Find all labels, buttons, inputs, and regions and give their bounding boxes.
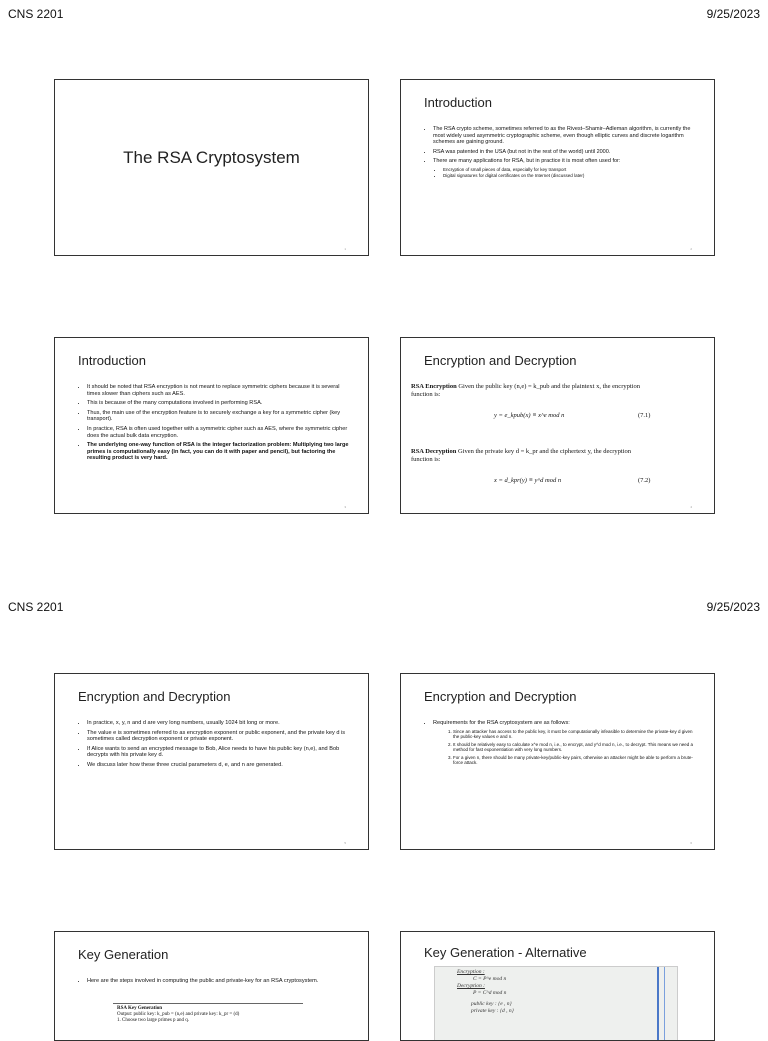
bullet: • In practice, x, y, n and d are very long numbers, usually 1024 bit long or more. [87, 720, 350, 727]
slide-number: 3 [344, 505, 346, 509]
encryption-text: Given the public key (n,e) = k_pub and the plaintext x, the encryption function is: [411, 383, 640, 398]
bullet: • If Alice wants to send an encrypted message to Bob, Alice needs to have his public key (n,e), and Bob decrypts with his private key d. [87, 746, 350, 759]
bullet [433, 158, 696, 179]
notebook-margin-line [657, 967, 659, 1041]
bullet: • The RSA crypto scheme, sometimes referred to as the Rivest–Shamir–Adleman algorithm, is currently the most widely used asymmetric cryptographic scheme, even though elliptic curves and discrete logarithm schemes are gaining ground. [433, 126, 696, 146]
sub-bullet: • Encryption of small pieces of data, especially for key transport [443, 167, 696, 173]
numbered-item: 2. It should be relatively easy to calculate x^e mod n, i.e., to encrypt, and y^d mod n, i.e., to decrypt. This means we need a method for fast exponentiation with very long numbers. [453, 742, 696, 753]
slide-1 [54, 79, 369, 256]
encryption-definition [411, 383, 654, 399]
slide-number: 5 [344, 841, 346, 845]
note-line: public key : {e , n} [471, 1001, 512, 1007]
slide-number: 2 [690, 247, 692, 251]
bullet: • It should be noted that RSA encryption is not meant to replace symmetric ciphers because it is several times slower than ciphers such as AES. [87, 384, 350, 397]
slide-body [78, 720, 350, 772]
encryption-heading: RSA Encryption [411, 383, 457, 390]
slide-title: Introduction [424, 95, 492, 110]
bullet: • The underlying one-way function of RSA is the integer factorization problem: Multiplying two large primes is computationally easy (in fact, you can do it with paper and pencil), but factoring the resulting product is very hard. [87, 442, 350, 462]
slide-7 [54, 931, 369, 1041]
equation-number: (7.2) [638, 477, 651, 484]
numbered-item: 3. For a given n, there should be many private-key/public-key pairs, otherwise an attacker might be able to perform a brute-force attack. [453, 755, 696, 766]
equation-number: (7.1) [638, 412, 651, 419]
bullet: • Here are the steps involved in computing the public and private-key for an RSA cryptosystem. [87, 978, 350, 985]
bullet: • We discuss later how these three crucial parameters d, e, and n are generated. [87, 762, 350, 769]
slide-body [78, 384, 350, 465]
bullet: • Thus, the main use of the encryption feature is to securely exchange a key for a symmetric cipher (key transport). [87, 410, 350, 423]
slide-number: 1 [344, 247, 346, 251]
numbered-item: 1. Since an attacker has access to the public key, it must be computationally infeasible to determine the private-key d given the public-key values e and n. [453, 729, 696, 740]
slide-body [78, 978, 350, 988]
note-line: P = C^d mod n [473, 990, 507, 996]
handwritten-note-image [434, 966, 678, 1041]
slide-3 [54, 337, 369, 514]
slide-title: Encryption and Decryption [424, 689, 577, 704]
slide-8 [400, 931, 715, 1041]
notebook-margin-line [664, 967, 665, 1041]
encryption-equation: y = e_kpub(x) ≡ x^e mod n [494, 412, 565, 419]
decryption-text: Given the private key d = k_pr and the ciphertext y, the decryption function is: [411, 448, 632, 463]
bullet: • This is because of the many computations involved in performing RSA. [87, 400, 350, 407]
slide-2 [400, 79, 715, 256]
decryption-definition [411, 448, 654, 464]
slide-body [424, 126, 696, 182]
course-label: CNS 2201 [8, 7, 64, 21]
slide-body [424, 720, 696, 769]
decryption-equation: x = d_kpr(y) ≡ y^d mod n [494, 477, 562, 484]
slide-6 [400, 673, 715, 850]
slide-title: Key Generation [78, 947, 169, 962]
note-line: C = P^e mod n [473, 976, 507, 982]
slide-number: 6 [690, 841, 692, 845]
note-line: Encryption : [457, 969, 485, 975]
slide-number: 4 [690, 505, 692, 509]
note-line: private key : {d , n} [471, 1008, 514, 1014]
decryption-heading: RSA Decryption [411, 448, 457, 455]
key-generation-box [113, 1003, 303, 1041]
slide-title: Encryption and Decryption [78, 689, 231, 704]
box-step: 1. Choose two large primes p and q. [117, 1018, 189, 1023]
slide-5 [54, 673, 369, 850]
bullet: • RSA was patented in the USA (but not in the rest of the world) until 2000. [433, 149, 696, 156]
slide-title: Encryption and Decryption [424, 353, 577, 368]
date-label: 9/25/2023 [706, 7, 760, 21]
course-label: CNS 2201 [8, 600, 64, 614]
sub-bullet: • Digital signatures for digital certificates on the Internet (discussed later) [443, 173, 696, 179]
slide-title: The RSA Cryptosystem [123, 148, 300, 167]
box-title: RSA Key Generation [117, 1006, 162, 1011]
date-label: 9/25/2023 [706, 600, 760, 614]
slide-title: Key Generation - Alternative [424, 945, 587, 960]
bullet-text: There are many applications for RSA, but in practice it is most often used for: [433, 158, 621, 164]
bullet: • The value e is sometimes referred to as encryption exponent or public exponent, and the private key d is sometimes called decryption exponent or private exponent. [87, 730, 350, 743]
bullet-text: Requirements for the RSA cryptosystem are as follows: [433, 720, 570, 726]
slide-title: Introduction [78, 353, 146, 368]
bullet [433, 720, 696, 766]
slide-4 [400, 337, 715, 514]
note-line: Decryption : [457, 983, 485, 989]
box-output: Output: public key: k_pub = (n,e) and private key: k_pr = (d) [117, 1012, 240, 1017]
bullet: • In practice, RSA is often used together with a symmetric cipher such as AES, where the symmetric cipher does the actual bulk data encryption. [87, 426, 350, 439]
